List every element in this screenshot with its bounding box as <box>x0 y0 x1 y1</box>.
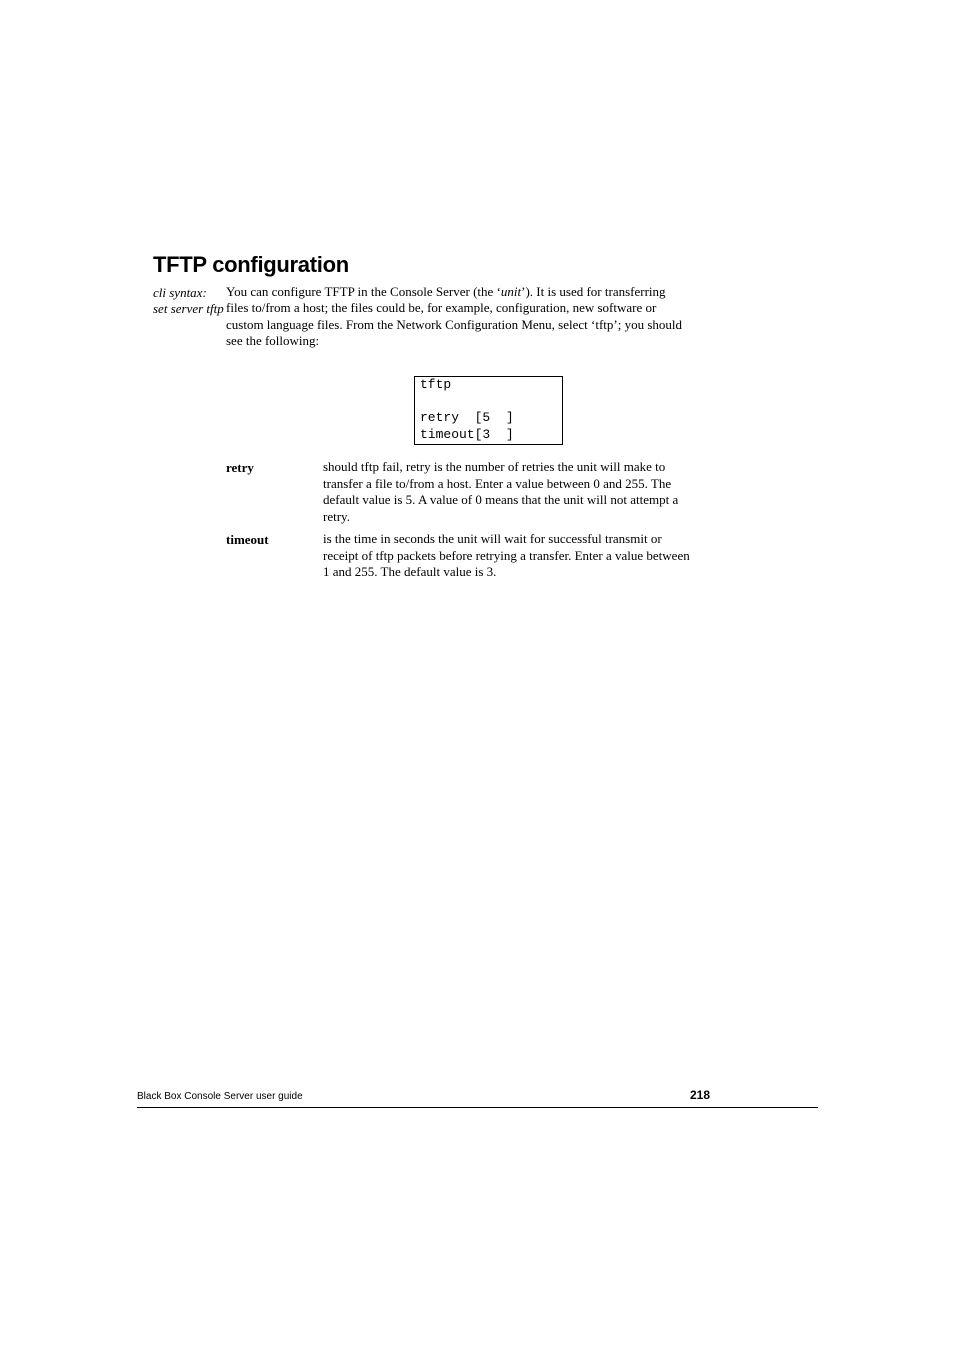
param-name-timeout: timeout <box>226 532 269 547</box>
intro-text: ’). It is used for transferring <box>521 284 666 299</box>
param-desc-line: should tftp fail, retry is the number of retries the unit will make to <box>323 459 666 474</box>
param-name-retry: retry <box>226 460 254 475</box>
footer-guide-title: Black Box Console Server user guide <box>137 1091 303 1102</box>
page-title: TFTP configuration <box>153 252 349 277</box>
param-desc-timeout <box>323 531 713 581</box>
terminal-screen <box>414 376 563 445</box>
footer-divider <box>137 1107 818 1108</box>
param-desc-line: receipt of tftp packets before retrying a transfer. Enter a value between <box>323 547 690 563</box>
param-desc-line: 1 and 255. The default value is 3. <box>323 564 497 579</box>
terminal-line: retry [5 ] <box>420 410 514 426</box>
terminal-line: tftp <box>420 377 452 392</box>
param-desc-line: transfer a file to/from a host. Enter a value between 0 and 255. The <box>323 475 672 491</box>
intro-paragraph <box>226 284 706 350</box>
intro-line: files to/from a host; the files could be, for example, configuration, new software or <box>226 300 657 316</box>
terminal-line: timeout[3 ] <box>420 427 514 443</box>
param-desc-line: retry. <box>323 508 350 524</box>
param-desc-retry <box>323 459 713 525</box>
cli-syntax-label: cli syntax: <box>153 285 207 300</box>
page-number: 218 <box>690 1088 711 1102</box>
intro-emphasis: unit <box>500 284 522 299</box>
intro-line: custom language files. From the Network Configuration Menu, select ‘tftp’; you should <box>226 316 682 332</box>
intro-line <box>226 284 706 300</box>
intro-text: You can configure TFTP in the Console Server (the ‘ <box>226 284 501 299</box>
param-desc-line: default value is 5. A value of 0 means that the unit will not attempt a <box>323 492 679 507</box>
intro-line: see the following: <box>226 333 320 349</box>
param-desc-line: is the time in seconds the unit will wait for successful transmit or <box>323 531 662 546</box>
cli-command: set server tftp <box>153 301 224 316</box>
